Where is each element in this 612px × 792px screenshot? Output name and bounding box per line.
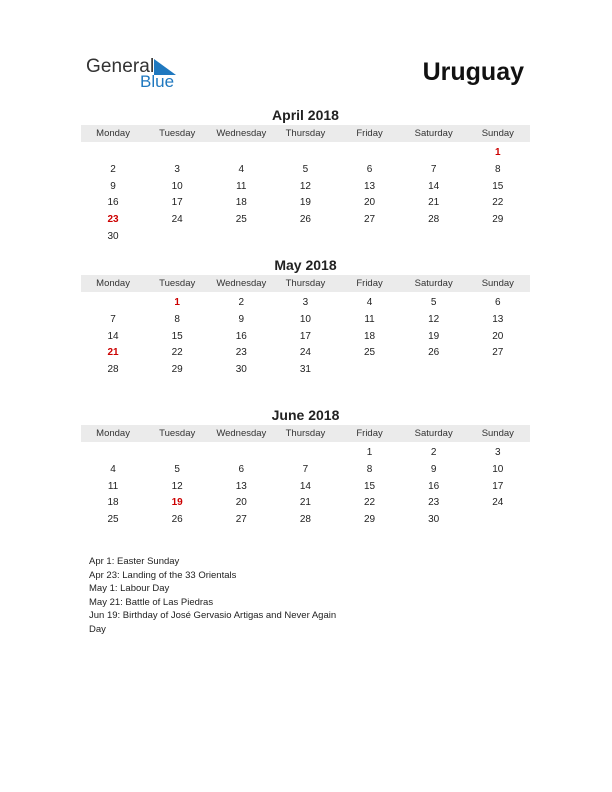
day-cell: 16 xyxy=(428,480,440,492)
day-cell xyxy=(273,445,337,462)
week-row xyxy=(81,362,530,379)
day-cell: 30 xyxy=(235,364,247,376)
day-cell: 26 xyxy=(171,514,183,526)
day-cell: 12 xyxy=(171,480,183,492)
day-cell: 8 xyxy=(366,463,373,475)
day-cell: 27 xyxy=(492,347,504,359)
week-row xyxy=(81,179,530,196)
week-row xyxy=(81,495,530,512)
day-cell xyxy=(273,229,337,246)
month-title: May 2018 xyxy=(274,257,337,273)
day-cell: 6 xyxy=(495,297,501,308)
day-cell: 10 xyxy=(492,463,504,475)
day-cell xyxy=(209,145,273,162)
weekday-label: Tuesday xyxy=(159,428,196,439)
day-cell: 24 xyxy=(299,347,311,359)
holiday-note: Apr 23: Landing of the 33 Orientals xyxy=(89,569,237,581)
day-cell: 4 xyxy=(110,463,116,475)
day-cell: 4 xyxy=(238,163,245,175)
day-cell: 14 xyxy=(107,330,119,342)
day-cell: 10 xyxy=(171,180,183,192)
holiday-note: May 1: Labour Day xyxy=(89,583,170,594)
day-cell: 18 xyxy=(364,330,376,342)
week-row xyxy=(81,145,530,162)
weekday-header-row xyxy=(81,425,530,442)
holiday-note: May 21: Battle of Las Piedras xyxy=(89,596,214,608)
day-cell: 3 xyxy=(302,297,309,308)
day-cell: 5 xyxy=(302,163,309,175)
day-cell xyxy=(273,145,337,162)
day-cell: 21 xyxy=(428,197,440,209)
week-row xyxy=(81,229,530,246)
day-cell: 26 xyxy=(299,214,311,226)
day-cell: 17 xyxy=(171,197,183,209)
day-cell xyxy=(145,229,209,246)
weekday-label: Tuesday xyxy=(159,128,196,139)
weekday-header-row xyxy=(81,275,530,292)
day-cell: 13 xyxy=(364,180,376,192)
day-cell xyxy=(81,295,145,312)
day-cell: 15 xyxy=(364,480,376,492)
weekday-label: Monday xyxy=(96,128,130,139)
day-cell xyxy=(81,445,145,462)
day-cell xyxy=(466,512,530,529)
generalblue-logo xyxy=(86,56,186,92)
weekday-label: Saturday xyxy=(414,428,453,439)
weekday-label: Thursday xyxy=(285,428,326,439)
day-cell: 28 xyxy=(428,214,440,226)
week-row xyxy=(81,329,530,346)
day-cell: 29 xyxy=(171,364,183,376)
day-cell: 26 xyxy=(428,347,440,359)
weekday-label: Monday xyxy=(96,278,130,289)
month-title: June 2018 xyxy=(271,407,340,423)
day-cell: 27 xyxy=(235,514,247,526)
week-row xyxy=(81,295,530,312)
weekday-label: Friday xyxy=(356,278,383,289)
day-cell: 11 xyxy=(364,313,375,325)
day-cell: 17 xyxy=(299,330,311,342)
holiday-day-cell: 21 xyxy=(107,347,119,359)
day-cell: 9 xyxy=(238,313,245,325)
day-cell: 7 xyxy=(110,313,116,325)
day-cell: 5 xyxy=(430,297,437,308)
weekday-label: Thursday xyxy=(285,278,326,289)
week-row xyxy=(81,162,530,179)
day-cell xyxy=(209,229,273,246)
day-cell: 9 xyxy=(110,180,116,192)
day-cell: 7 xyxy=(302,463,309,475)
holiday-notes xyxy=(89,555,349,636)
holiday-day-cell: 1 xyxy=(495,147,501,158)
day-cell: 17 xyxy=(492,480,504,492)
day-cell xyxy=(402,229,466,246)
logo-word-blue: Blue xyxy=(140,72,175,91)
day-cell: 20 xyxy=(235,497,247,509)
day-cell: 9 xyxy=(430,463,437,475)
day-cell: 22 xyxy=(364,497,376,509)
day-cell: 2 xyxy=(238,297,245,308)
month-title: April 2018 xyxy=(272,107,339,123)
day-cell: 7 xyxy=(430,163,437,175)
day-cell: 20 xyxy=(492,330,504,342)
day-cell: 5 xyxy=(174,463,180,475)
weekday-label: Sunday xyxy=(481,128,514,139)
day-cell xyxy=(338,362,402,379)
day-cell: 11 xyxy=(236,180,247,192)
day-cell: 12 xyxy=(299,180,311,192)
day-cell: 3 xyxy=(174,163,180,175)
day-cell xyxy=(209,445,273,462)
day-cell xyxy=(402,362,466,379)
day-cell: 13 xyxy=(235,480,247,492)
holiday-note: Jun 19: Birthday of José Gervasio Artigas and Never Again Day xyxy=(89,610,337,635)
day-cell xyxy=(402,145,466,162)
day-cell: 29 xyxy=(364,514,376,526)
day-cell: 18 xyxy=(107,497,119,509)
day-cell: 2 xyxy=(430,447,437,458)
day-cell: 25 xyxy=(235,214,247,226)
week-row xyxy=(81,479,530,496)
day-cell: 4 xyxy=(366,297,373,308)
holiday-day-cell: 1 xyxy=(174,297,180,308)
day-cell: 20 xyxy=(364,197,376,209)
day-cell: 2 xyxy=(110,163,116,175)
day-cell: 15 xyxy=(492,180,504,192)
holiday-day-cell: 19 xyxy=(171,497,183,509)
day-cell xyxy=(466,229,530,246)
weekday-label: Thursday xyxy=(285,128,326,139)
weekday-label: Wednesday xyxy=(216,128,267,139)
day-cell: 14 xyxy=(428,180,440,192)
weekday-label: Tuesday xyxy=(159,278,196,289)
week-row xyxy=(81,512,530,529)
day-cell: 1 xyxy=(366,447,373,458)
day-cell: 14 xyxy=(299,480,311,492)
holiday-note: Apr 1: Easter Sunday xyxy=(89,556,180,567)
day-cell: 16 xyxy=(235,330,247,342)
day-cell: 3 xyxy=(495,447,501,458)
day-cell xyxy=(145,445,209,462)
weekday-label: Sunday xyxy=(481,428,514,439)
weekday-label: Saturday xyxy=(414,128,453,139)
month-april xyxy=(81,106,530,246)
day-cell: 23 xyxy=(235,347,247,359)
week-row xyxy=(81,312,530,329)
day-cell xyxy=(338,229,402,246)
day-cell: 10 xyxy=(299,313,311,325)
day-cell: 30 xyxy=(107,230,119,242)
holiday-day-cell: 23 xyxy=(107,214,119,226)
day-cell: 6 xyxy=(238,463,245,475)
day-cell: 25 xyxy=(107,514,119,526)
day-cell: 22 xyxy=(171,347,183,359)
day-cell xyxy=(466,362,530,379)
day-cell: 28 xyxy=(107,364,119,376)
weekday-header-row xyxy=(81,125,530,142)
week-row xyxy=(81,195,530,212)
day-cell: 25 xyxy=(364,347,376,359)
week-row xyxy=(81,345,530,362)
day-cell: 19 xyxy=(428,330,440,342)
day-cell xyxy=(81,145,145,162)
week-row xyxy=(81,212,530,229)
day-cell: 31 xyxy=(299,364,311,376)
weekday-label: Friday xyxy=(356,428,383,439)
day-cell xyxy=(145,145,209,162)
day-cell: 24 xyxy=(492,497,504,509)
month-may xyxy=(81,256,530,379)
day-cell: 18 xyxy=(235,197,247,209)
day-cell: 11 xyxy=(107,480,119,492)
day-cell: 21 xyxy=(299,497,311,509)
day-cell: 30 xyxy=(428,514,440,526)
day-cell: 8 xyxy=(495,163,501,175)
day-cell: 22 xyxy=(492,197,504,209)
weekday-label: Friday xyxy=(356,128,383,139)
day-cell: 6 xyxy=(366,163,373,175)
day-cell: 13 xyxy=(492,313,504,325)
day-cell: 24 xyxy=(171,214,183,226)
country-title: Uruguay xyxy=(422,58,524,86)
day-cell: 16 xyxy=(107,197,119,209)
day-cell xyxy=(338,145,402,162)
week-row xyxy=(81,462,530,479)
weekday-label: Saturday xyxy=(414,278,453,289)
day-cell: 29 xyxy=(492,214,504,226)
weekday-label: Wednesday xyxy=(216,278,267,289)
weekday-label: Monday xyxy=(96,428,130,439)
day-cell: 28 xyxy=(299,514,311,526)
day-cell: 12 xyxy=(428,313,440,325)
logo-word-general: General xyxy=(86,56,155,77)
day-cell: 27 xyxy=(364,214,376,226)
month-june xyxy=(81,406,530,529)
day-cell: 23 xyxy=(428,497,440,509)
weekday-label: Sunday xyxy=(481,278,514,289)
day-cell: 15 xyxy=(171,330,183,342)
day-cell: 8 xyxy=(174,313,180,325)
week-row xyxy=(81,445,530,462)
weekday-label: Wednesday xyxy=(216,428,267,439)
day-cell: 19 xyxy=(299,197,311,209)
